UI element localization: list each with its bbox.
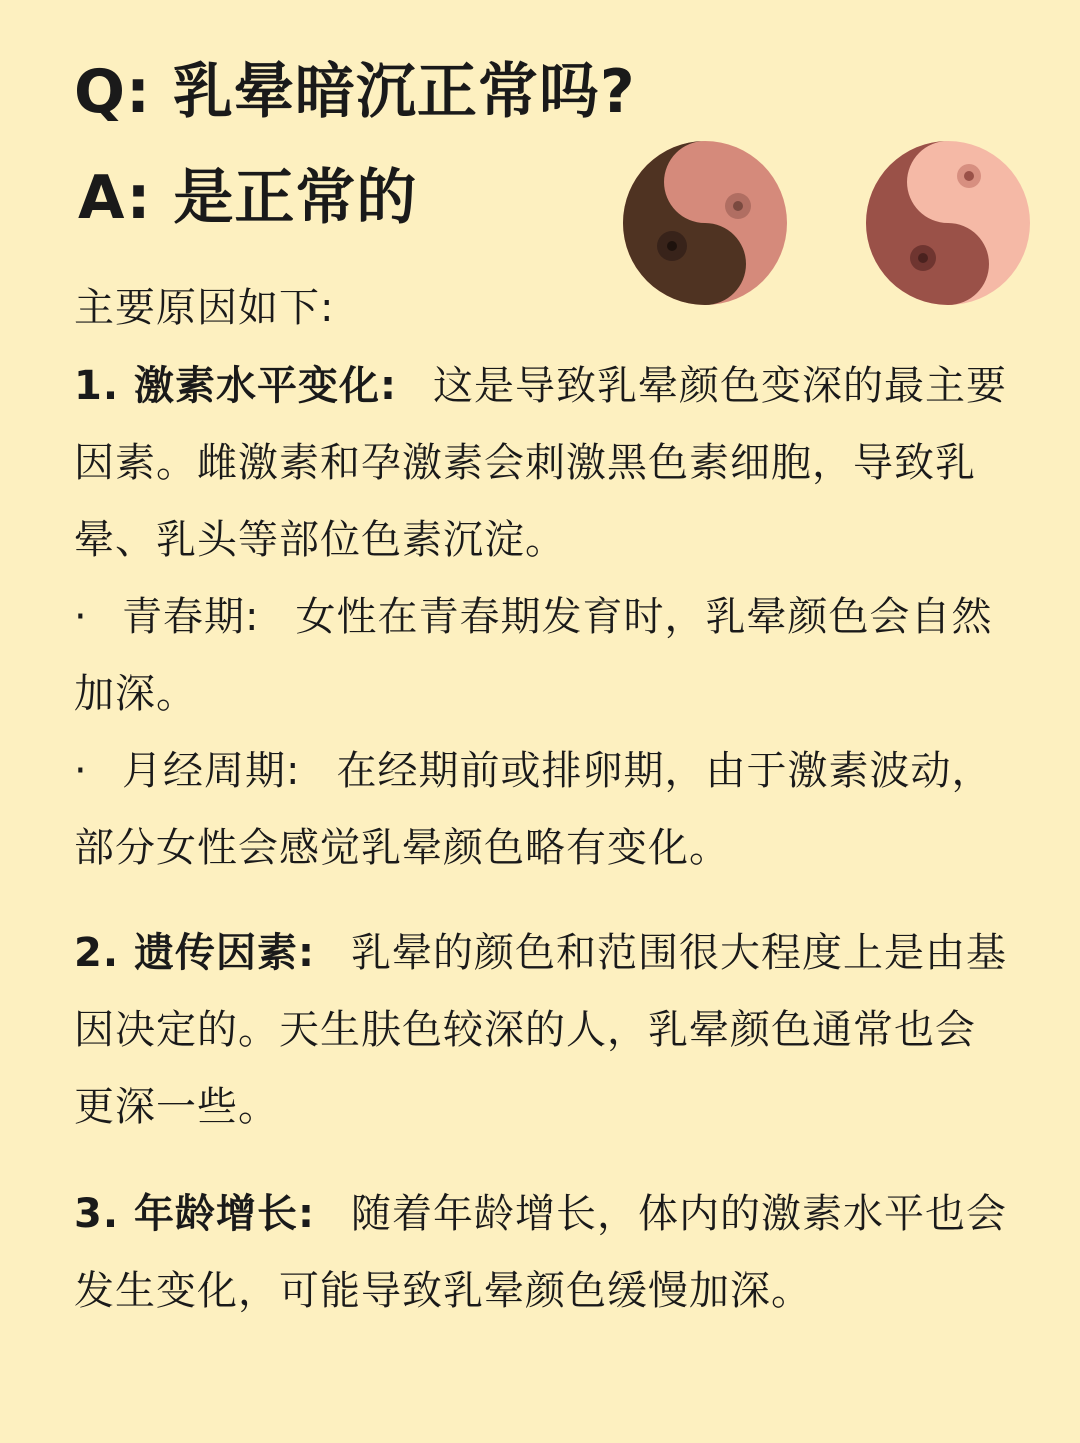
section-3-text: 随着年龄增长，体内的激素水平也会发生变化，可能导致乳晕颜色缓慢加深。 — [74, 1191, 1007, 1314]
section-genetics — [74, 915, 1014, 1146]
bullet-puberty — [74, 579, 1014, 733]
bullet-menstrual-label: 月经周期: — [122, 748, 301, 794]
bullet-marker: · — [74, 748, 88, 794]
section-2-heading: 2. 遗传因素: — [74, 930, 315, 976]
section-hormone — [74, 348, 1014, 887]
bullet-menstrual-text: 在经期前或排卵期，由于激素波动，部分女性会感觉乳晕颜色略有变化。 — [74, 748, 993, 871]
answer-title: A: 是正常的 — [78, 163, 418, 233]
section-3-heading: 3. 年龄增长: — [74, 1191, 315, 1237]
section-3-paragraph — [74, 1176, 1014, 1330]
bullet-puberty-text: 女性在青春期发育时，乳晕颜色会自然加深。 — [74, 594, 993, 717]
section-2-text: 乳晕的颜色和范围很大程度上是由基因决定的。天生肤色较深的人，乳晕颜色通常也会更深一些。 — [74, 930, 1007, 1130]
section-1-paragraph — [74, 348, 1014, 579]
section-1-text: 这是导致乳晕颜色变深的最主要因素。雌激素和孕激素会刺激黑色素细胞，导致乳晕、乳头等部位色素沉淀。 — [74, 363, 1007, 563]
intro-line: 主要原因如下: — [74, 285, 335, 331]
question-title: Q: 乳晕暗沉正常吗? — [74, 57, 636, 127]
bullet-puberty-label: 青春期: — [122, 594, 260, 640]
bullet-menstrual — [74, 733, 1014, 887]
intro-text — [74, 270, 1014, 347]
section-age — [74, 1176, 1014, 1330]
bullet-marker: · — [74, 594, 88, 640]
section-1-heading: 1. 激素水平变化: — [74, 363, 397, 409]
section-2-paragraph — [74, 915, 1014, 1146]
